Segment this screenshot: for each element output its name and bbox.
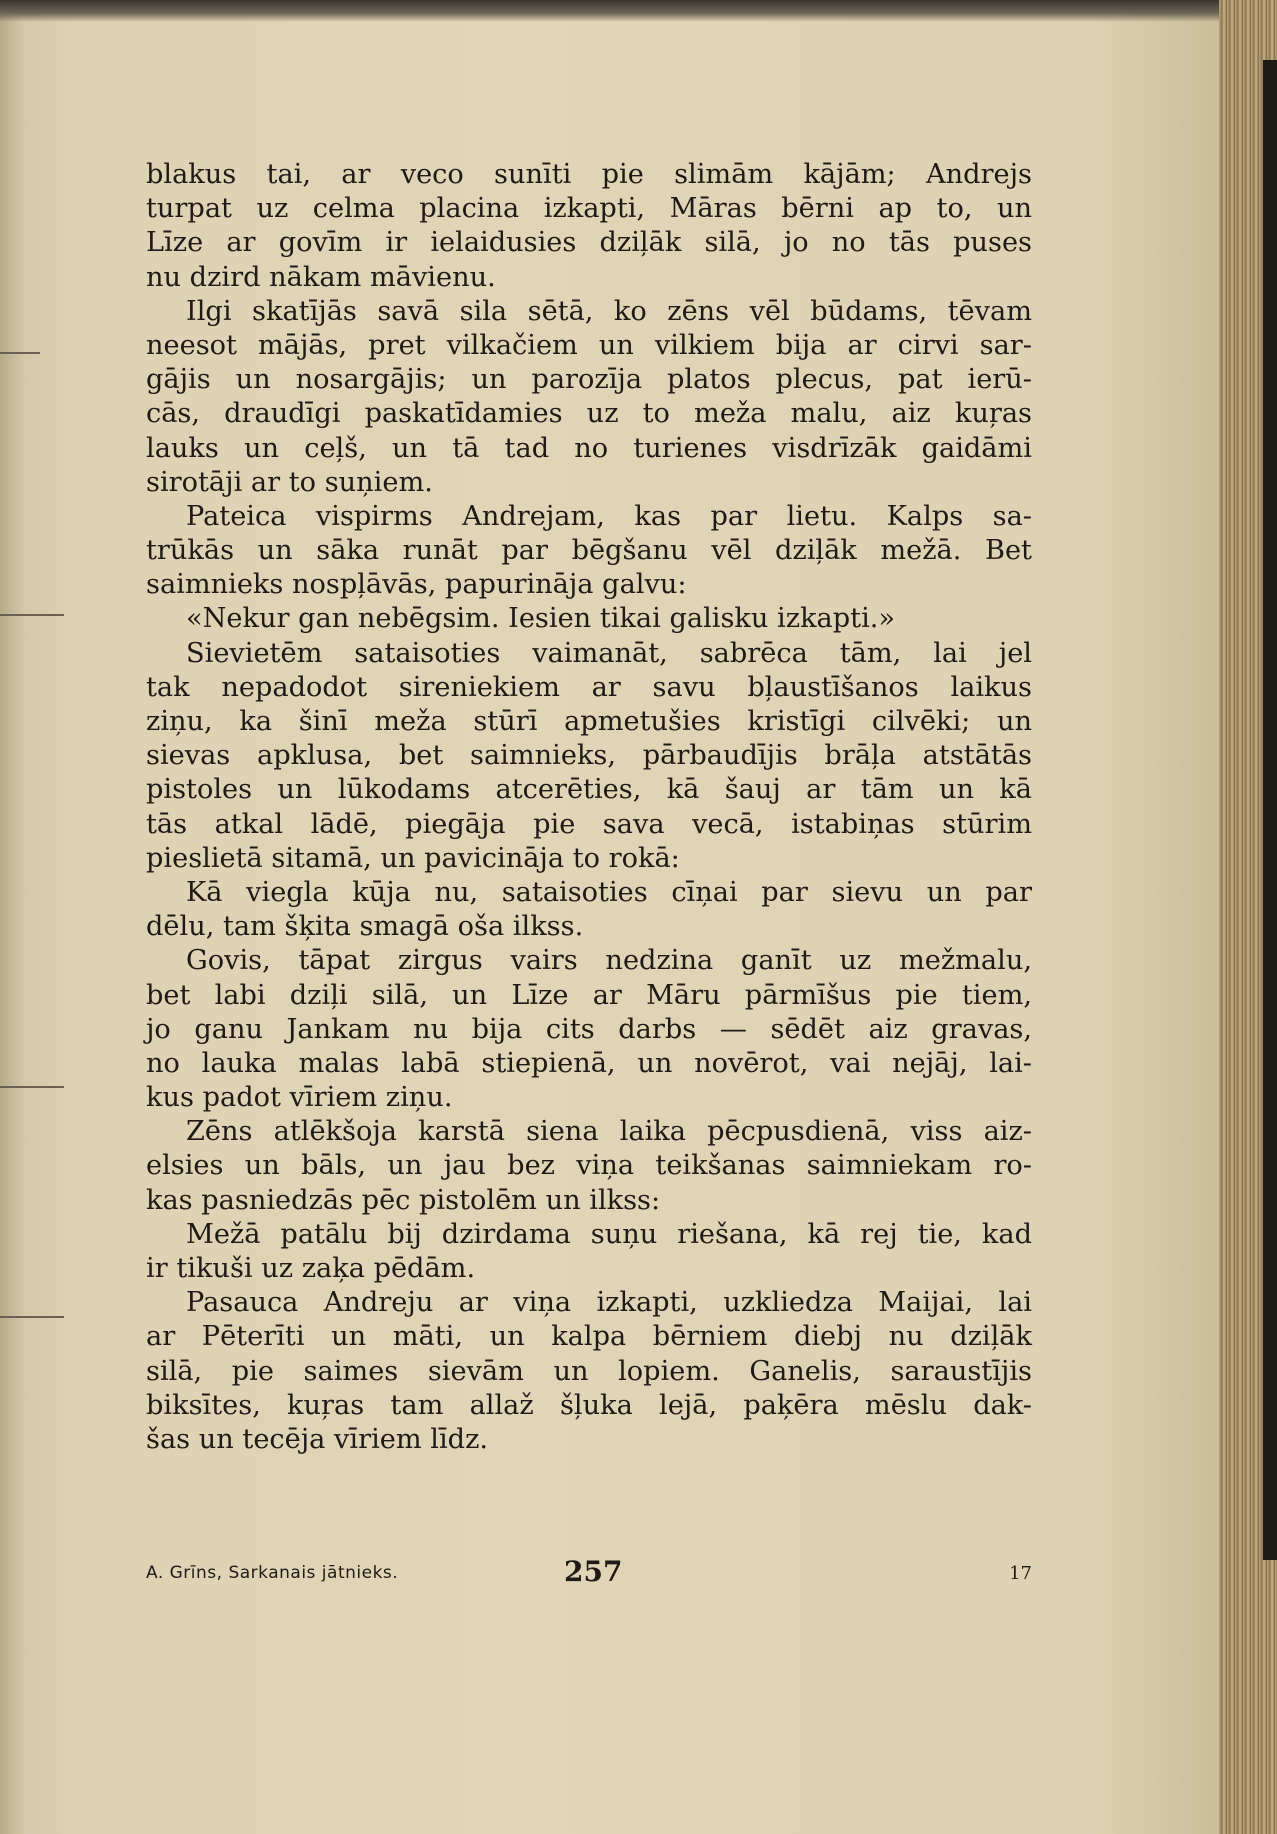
text-line: pistoles un lūkodams atcerēties, kā šauj ar tām un kā xyxy=(146,774,1032,806)
page-footer xyxy=(146,1555,1032,1591)
text-line: Pateica vispirms Andrejam, kas par lietu. Kalps sa- xyxy=(186,500,1032,532)
text-line: blakus tai, ar veco sunīti pie slimām kājām; Andrejs xyxy=(146,159,1032,190)
signature-mark: A. Grīns, Sarkanais jātnieks. xyxy=(146,1563,399,1583)
gutter-mark xyxy=(0,352,40,354)
text-line: ir tikuši uz zaķa pēdām. xyxy=(146,1253,476,1284)
text-line: ziņu, ka šinī meža stūrī apmetušies kristīgi cilvēki; un xyxy=(146,706,1032,737)
text-line: gājis un nosargājis; un parozīja platos plecus, pat ierū- xyxy=(146,364,1032,396)
text-line: trūkās un sāka runāt par bēgšanu vēl dziļāk mežā. Bet xyxy=(146,535,1032,567)
gutter-mark xyxy=(0,1086,64,1088)
text-line: silā, pie saimes sievām un lopiem. Ganelis, saraustījis xyxy=(146,1355,1032,1387)
text-line: bet labi dziļi silā, un Līze ar Māru pārmīšus pie tiem, xyxy=(146,979,1032,1011)
text-line: Līze ar govīm ir ielaidusies dziļāk silā, jo no tās puses xyxy=(146,227,1032,259)
text-line: Kā viegla kūja nu, sataisoties cīņai par sievu un par xyxy=(186,876,1032,908)
text-line: nu dzird nākam māvienu. xyxy=(146,261,496,293)
page-gutter xyxy=(0,0,26,1834)
text-line: cās, draudīgi paskatīdamies uz to meža malu, aiz kuŗas xyxy=(146,398,1032,430)
text-line: elsies un bāls, un jau bez viņa teikšanas saimniekam ro- xyxy=(146,1150,1032,1182)
text-line: no lauka malas labā stiepienā, un novērot, vai nejāj, lai- xyxy=(146,1047,1032,1079)
text-line: Pasauca Andreju ar viņa izkapti, uzkliedza Maijai, lai xyxy=(186,1287,1032,1319)
text-line: Ilgi skatījās savā sila sētā, ko zēns vēl būdams, tēvam xyxy=(186,295,1032,327)
text-line: tak nepadodot sireniekiem ar savu bļaustīšanos laikus xyxy=(146,671,1032,703)
text-line: turpat uz celma placina izkapti, Māras bērni ap to, un xyxy=(146,193,1032,225)
text-line: neesot mājās, pret vilkačiem un vilkiem bija ar cirvi sar- xyxy=(146,329,1032,361)
page-top-edge xyxy=(0,0,1277,22)
page-number: 257 xyxy=(564,1555,623,1588)
text-line: sirotāji ar to suņiem. xyxy=(146,466,433,498)
gutter-mark xyxy=(0,614,64,616)
text-line: biksītes, kuŗas tam allaž šļuka lejā, paķēra mēslu dak- xyxy=(146,1389,1032,1421)
text-line: šas un tecēja vīriem līdz. xyxy=(146,1423,489,1455)
text-line: lauks un ceļš, un tā tad no turienes visdrīzāk gaidāmi xyxy=(146,432,1032,464)
text-line: «Nekur gan nebēgsim. Iesien tikai galisku izkapti.» xyxy=(186,603,896,635)
text-line: Mežā patālu bij dzirdama suņu riešana, kā rej tie, kad xyxy=(186,1218,1032,1250)
text-line: kas pasniedzās pēc pistolēm un ilkss: xyxy=(146,1184,661,1216)
text-line: saimnieks nospļāvās, papurināja galvu: xyxy=(146,569,687,601)
gutter-mark xyxy=(0,1316,64,1318)
text-line: kus padot vīriem ziņu. xyxy=(146,1082,453,1114)
text-line: dēlu, tam šķita smagā oša ilkss. xyxy=(146,911,584,943)
text-line: tās atkal lādē, piegāja pie sava vecā, istabiņas stūrim xyxy=(146,808,1032,840)
text-line: pieslietā sitamā, un pavicināja to rokā: xyxy=(146,842,680,874)
body-text xyxy=(146,158,1032,1457)
text-line: sievas apklusa, bet saimnieks, pārbaudījis brāļa atstātās xyxy=(146,740,1032,772)
text-line: Govis, tāpat zirgus vairs nedzina ganīt uz mežmalu, xyxy=(186,945,1032,977)
text-line: Sievietēm sataisoties vaimanāt, sabrēca tām, lai jel xyxy=(186,637,1032,669)
book-cover-edge xyxy=(1263,60,1277,1560)
sheet-number: 17 xyxy=(1009,1563,1032,1584)
text-line: Zēns atlēkšoja karstā siena laika pēcpusdienā, viss aiz- xyxy=(186,1116,1032,1148)
text-line: jo ganu Jankam nu bija cits darbs — sēdēt aiz gravas, xyxy=(146,1013,1032,1045)
text-line: ar Pēterīti un māti, un kalpa bērniem diebj nu dziļāk xyxy=(146,1321,1032,1353)
